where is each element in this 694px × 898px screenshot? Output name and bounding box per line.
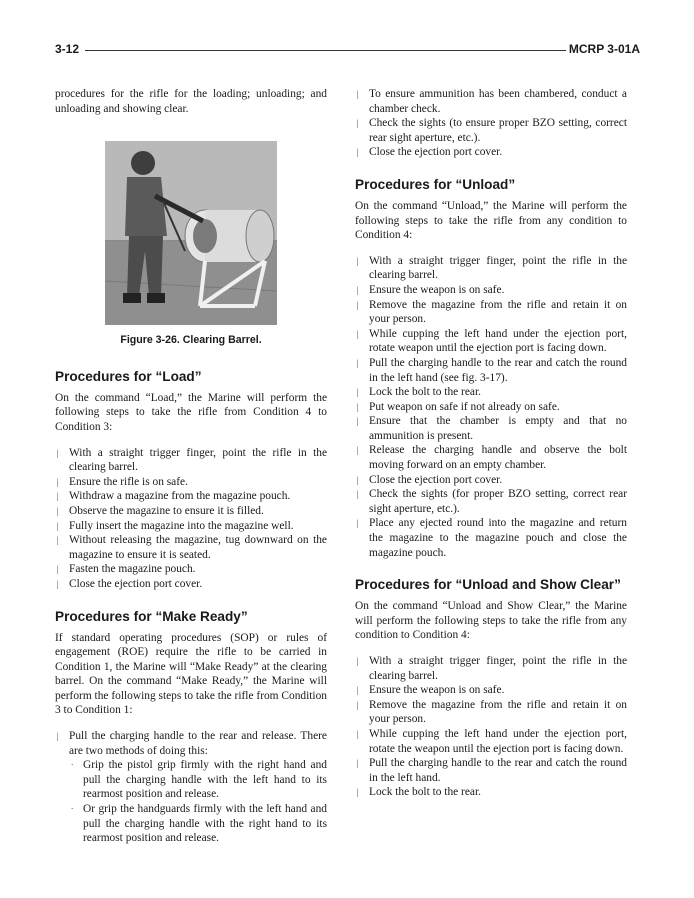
sub-list [69, 758, 327, 846]
list-item: │ Lock the bolt to the rear. [355, 385, 627, 400]
list-item: │ With a straight trigger finger, point the rifle in the clearing barrel. [355, 254, 627, 283]
load-intro: On the command “Load,” the Marine will perform the following steps to take the rifle from Condition 4 to Condition 3: [55, 391, 327, 433]
list-item: │ Fully insert the magazine into the magazine well. [55, 519, 327, 534]
clearing-barrel-photo [105, 141, 277, 325]
list-item: │ While cupping the left hand under the ejection port, rotate the weapon until the ejection port is facing down. [355, 727, 627, 756]
list-item: │ Ensure that the chamber is empty and that no ammunition is present. [355, 414, 627, 443]
left-column [55, 87, 327, 846]
list-item: │ Release the charging handle and observe the bolt moving forward on an empty chamber. [355, 443, 627, 472]
list-item: │ Without releasing the magazine, tug downward on the magazine to ensure it is seated. [55, 533, 327, 562]
make-ready-intro: If standard operating procedures (SOP) or rules of engagement (ROE) require the rifle to be carried in Condition 1, the Marine will “Make Ready” at the clearing barrel. On the command “Make Ready,” the Marine will perform the following steps to take the rifle from Condition 3 to Condition 1: [55, 631, 327, 717]
list-item: │ Lock the bolt to the rear. [355, 785, 627, 800]
document-id: MCRP 3-01A [568, 42, 640, 56]
right-column [355, 87, 627, 800]
page-number: 3-12 [55, 42, 80, 56]
continued-steps-list [355, 87, 627, 160]
unload-heading: Procedures for “Unload” [355, 176, 516, 192]
load-heading: Procedures for “Load” [55, 368, 202, 384]
load-steps-list [55, 446, 327, 592]
list-item: │ Ensure the weapon is on safe. [355, 283, 627, 298]
list-item: │ Close the ejection port cover. [355, 145, 627, 160]
photo-illustration [105, 141, 277, 325]
list-item: │ Pull the charging handle to the rear and catch the round in the left hand (see fig. 3-17). [355, 356, 627, 385]
page-header [55, 42, 640, 60]
list-item: │ To ensure ammunition has been chambered, conduct a chamber check. [355, 87, 627, 116]
list-item [55, 729, 327, 846]
make-ready-heading: Procedures for “Make Ready” [55, 608, 248, 624]
unload-intro: On the command “Unload,” the Marine will perform the following steps to take the rifle from any condition to Condition 4: [355, 199, 627, 242]
list-item: │ Ensure the weapon is on safe. [355, 683, 627, 698]
list-item: │ Fasten the magazine pouch. [55, 562, 327, 577]
list-item: │ Check the sights (to ensure proper BZO setting, correct rear sight aperture, etc.). [355, 116, 627, 145]
list-item: │ Put weapon on safe if not already on safe. [355, 400, 627, 415]
unload-show-clear-intro: On the command “Unload and Show Clear,” the Marine will perform the following steps to take the rifle from any condition to Condition 4: [355, 600, 627, 642]
list-item: │ Observe the magazine to ensure it is filled. [55, 504, 327, 519]
list-item: │ Check the sights (for proper BZO setting, correct rear sight aperture, etc.). [355, 487, 627, 516]
intro-paragraph: procedures for the rifle for the loading; unloading; and unloading and showing clear. [55, 88, 327, 115]
list-item: │ Place any ejected round into the magazine and return the magazine to the magazine pouch and close the magazine pouch. [355, 516, 627, 560]
list-item-text: Pull the charging handle to the rear and release. There are two methods of doing this: [69, 730, 327, 757]
list-item: │ Close the ejection port cover. [55, 577, 327, 592]
list-item: │ Withdraw a magazine from the magazine pouch. [55, 489, 327, 504]
list-item: │ With a straight trigger finger, point the rifle in the clearing barrel. [355, 654, 627, 683]
unload-show-clear-heading: Procedures for “Unload and Show Clear” [355, 577, 621, 593]
list-item: │ While cupping the left hand under the ejection port, rotate weapon until the ejection port is facing down. [355, 327, 627, 356]
figure-caption: Figure 3-26. Clearing Barrel. [120, 334, 262, 347]
list-item: │ Ensure the rifle is on safe. [55, 475, 327, 490]
make-ready-steps-list [55, 729, 327, 846]
list-item: │ Remove the magazine from the rifle and retain it on your person. [355, 698, 627, 727]
list-item: │ Remove the magazine from the rifle and retain it on your person. [355, 298, 627, 327]
list-item: │ Pull the charging handle to the rear and catch the round in the left hand. [355, 756, 627, 785]
unload-steps-list [355, 254, 627, 560]
header-rule [85, 50, 566, 51]
sub-list-item: · Grip the pistol grip firmly with the right hand and pull the charging handle with the left hand to its rearmost position and release. [69, 758, 327, 802]
list-item: │ With a straight trigger finger, point the rifle in the clearing barrel. [55, 446, 327, 475]
unload-show-clear-steps-list [355, 654, 627, 800]
sub-list-item: · Or grip the handguards firmly with the left hand and pull the charging handle with the right hand to its rearmost position and release. [69, 802, 327, 846]
list-item: │ Close the ejection port cover. [355, 473, 627, 488]
